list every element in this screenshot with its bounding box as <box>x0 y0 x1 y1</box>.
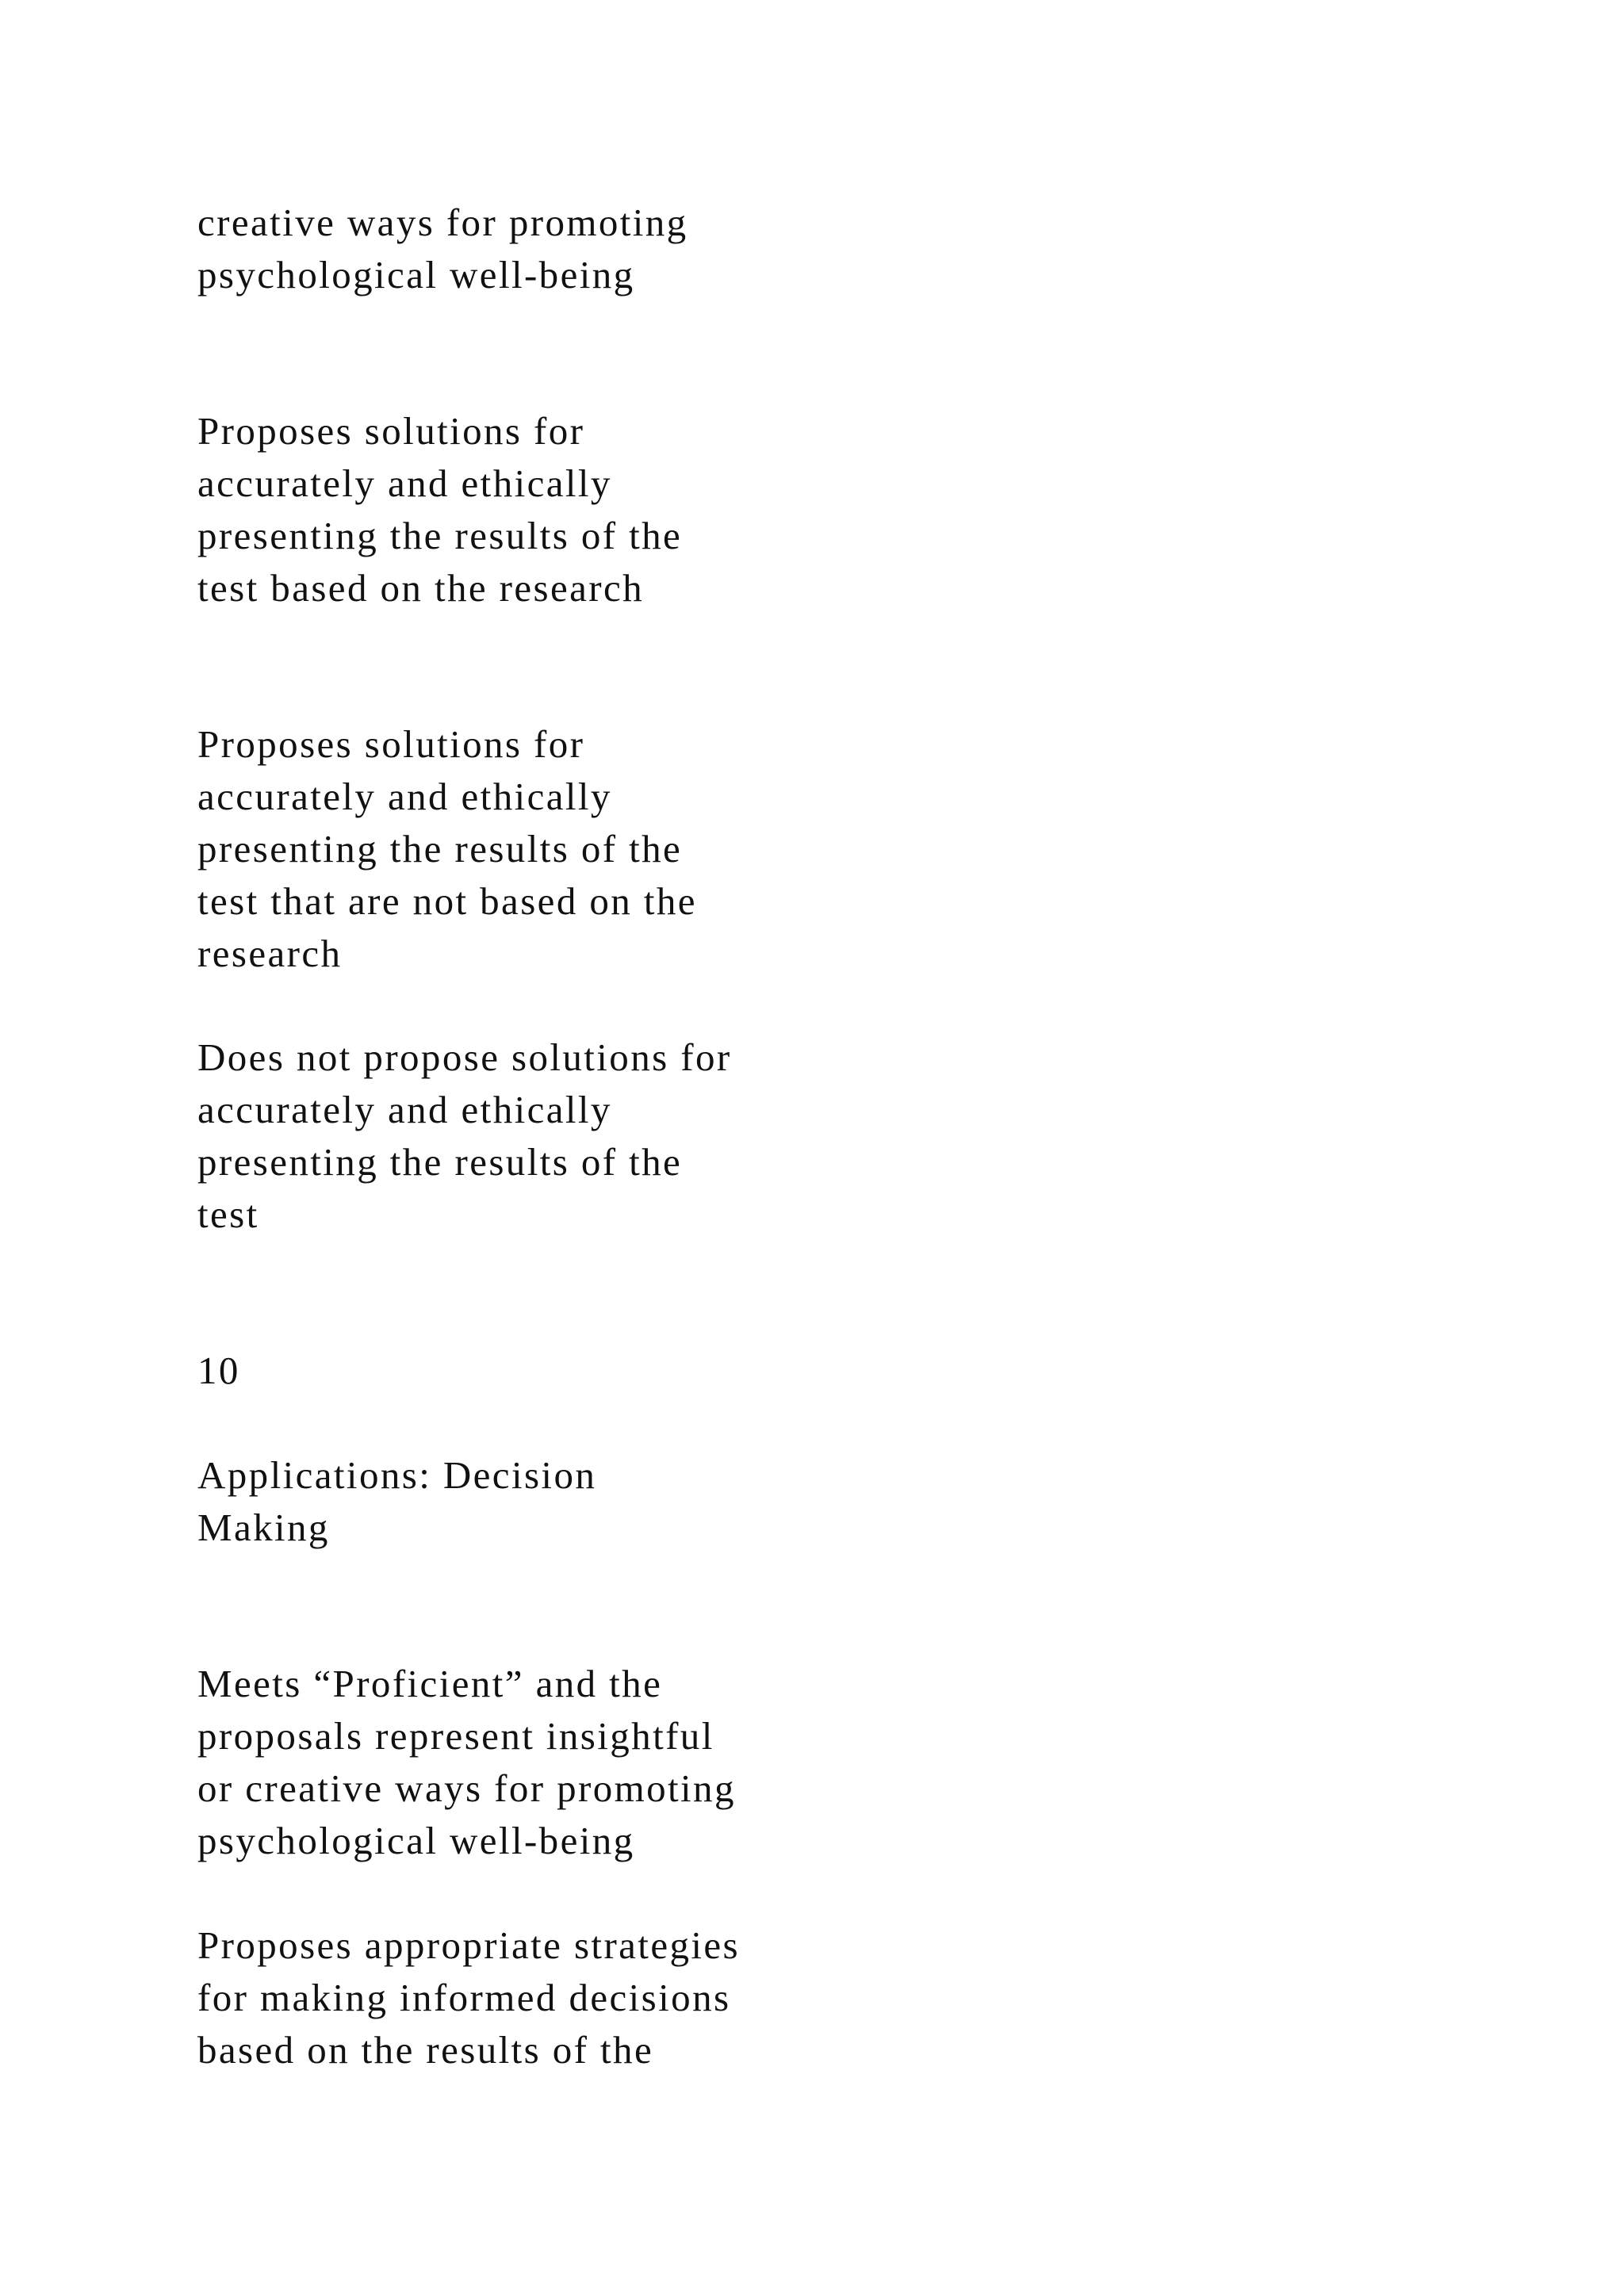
point-value: 10 <box>197 1349 240 1392</box>
rubric-cell-text: Meets “Proficient” and the proposals represent insightful or creative ways for promoting psychological well-being <box>197 1662 736 1862</box>
rubric-cell-text: Proposes solutions for accurately and ethically presenting the results of the test that are not based on the research <box>197 722 697 975</box>
rubric-cell-text: Does not propose solutions for accurately and ethically presenting the results of the test <box>197 1035 732 1236</box>
criterion-title: Applications: Decision Making <box>197 1453 597 1549</box>
rubric-cell-text: Proposes solutions for accurately and ethically presenting the results of the test based on the research <box>197 409 683 610</box>
rubric-cell-text: creative ways for promoting psychological well-being <box>197 201 688 297</box>
rubric-cell-text: Proposes appropriate strategies for making informed decisions based on the results of the <box>197 1923 741 2072</box>
